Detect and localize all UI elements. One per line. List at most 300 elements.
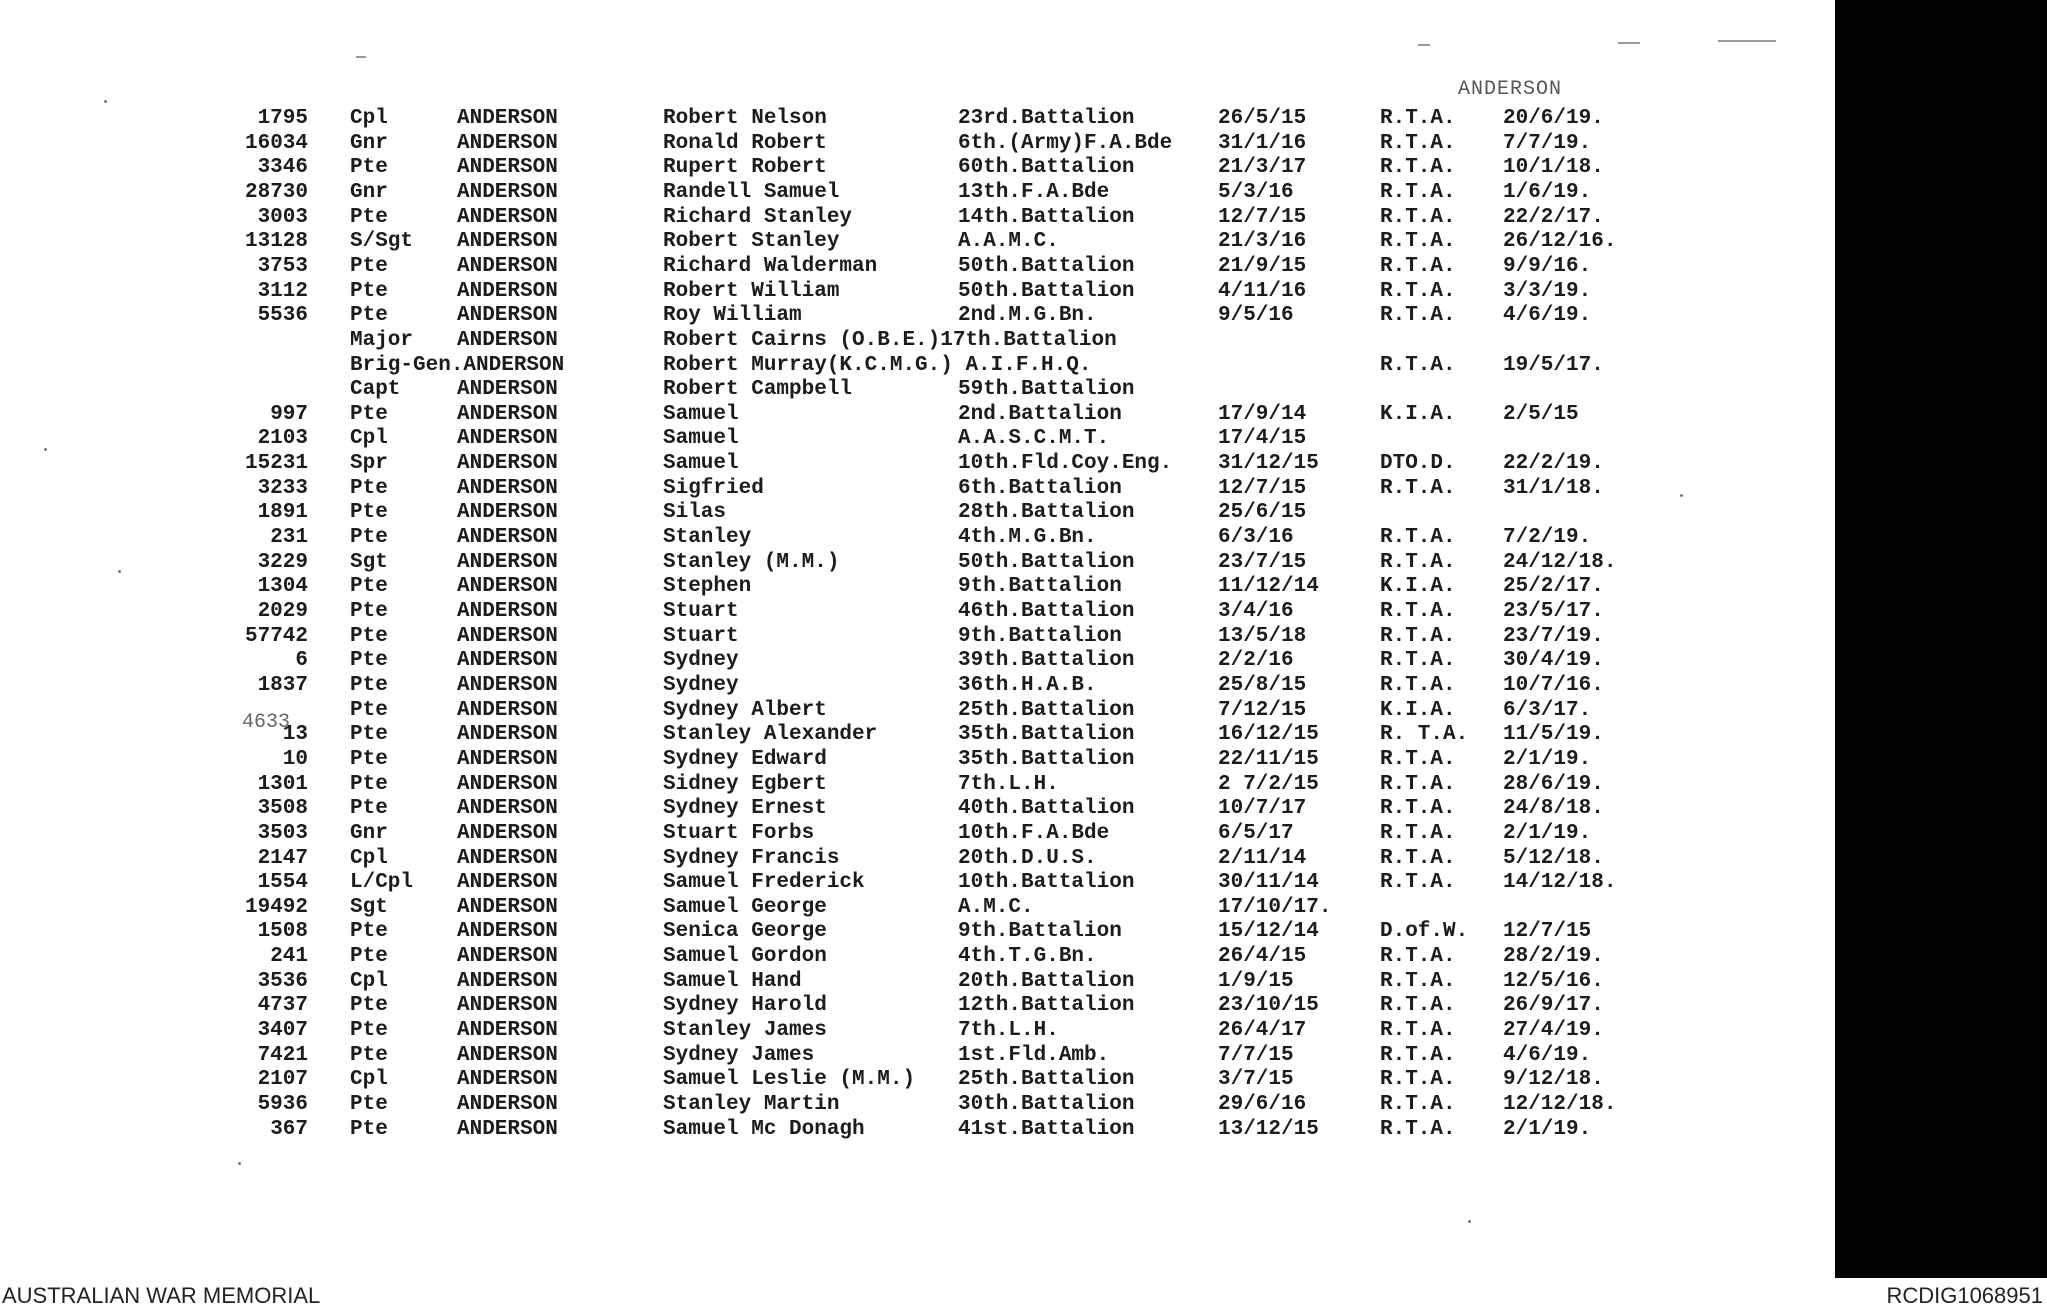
- entry-date: 13/12/15: [1218, 1117, 1319, 1141]
- entry-fate: R. T.A.: [1380, 723, 1469, 747]
- roll-entry: [0, 574, 1835, 599]
- entry-fate: R.T.A.: [1380, 1093, 1456, 1116]
- entry-given: Stuart: [663, 600, 739, 623]
- entry-fate: R.T.A.: [1380, 205, 1456, 229]
- entry-rank: Sgt: [350, 895, 388, 919]
- roll-entry: [0, 550, 1835, 575]
- entry-date2: 19/5/17.: [1503, 353, 1604, 377]
- entry-date: 7/12/15: [1218, 698, 1307, 722]
- entry-date2: 5/12/18.: [1503, 846, 1604, 870]
- entry-fate: K.I.A.: [1380, 402, 1456, 426]
- roll-entry: [0, 747, 1835, 772]
- entry-date2: 6/3/17.: [1503, 698, 1592, 722]
- roll-entry: [0, 180, 1835, 205]
- entry-surname: ANDERSON: [457, 673, 558, 697]
- entry-given: Sydney: [663, 673, 739, 697]
- entry-rank: Pte: [350, 476, 388, 500]
- entry-unit: 4th.M.G.Bn.: [958, 526, 1097, 550]
- entry-num: 997: [270, 402, 308, 426]
- entry-fate: R.T.A.: [1380, 747, 1456, 771]
- entry-surname: ANDERSON: [457, 1093, 558, 1116]
- entry-fate: R.T.A.: [1380, 1043, 1456, 1067]
- entry-fate: R.T.A.: [1380, 550, 1456, 574]
- entry-rank: S/Sgt: [350, 230, 414, 254]
- entry-rank: Sgt: [350, 550, 388, 574]
- entry-num: 5536: [257, 304, 308, 328]
- entry-rank: Cpl: [350, 969, 388, 993]
- entry-num: 2147: [257, 846, 308, 870]
- footer-source: AUSTRALIAN WAR MEMORIAL: [2, 1283, 321, 1308]
- entry-unit: 39th.Battalion: [958, 649, 1135, 673]
- entry-rank: Cpl: [350, 1068, 388, 1092]
- roll-entry: [0, 846, 1835, 871]
- entry-rank: Cpl: [350, 846, 388, 870]
- entry-num: 10: [282, 747, 308, 771]
- entry-date: 7/7/15: [1218, 1043, 1294, 1067]
- entry-unit: 9th.Battalion: [958, 575, 1122, 599]
- entry-surname: ANDERSON: [457, 378, 558, 402]
- roll-entry: [0, 402, 1835, 427]
- scan-mark: [1618, 42, 1640, 44]
- entry-surname: ANDERSON: [457, 821, 558, 845]
- entry-given: Samuel Leslie (M.M.): [663, 1068, 916, 1092]
- entry-rank: Pte: [350, 1093, 388, 1116]
- entry-unit: 13th.F.A.Bde: [958, 180, 1110, 204]
- entry-unit: 50th.Battalion: [958, 254, 1135, 278]
- entry-given: Sydney: [663, 649, 739, 673]
- roll-entry: [0, 796, 1835, 821]
- entry-rank: Spr: [350, 452, 388, 476]
- entry-num: 19492: [244, 895, 308, 919]
- entry-date2: 9/12/18.: [1503, 1068, 1604, 1092]
- entry-unit: 2nd.Battalion: [958, 402, 1122, 426]
- roll-entry: [0, 131, 1835, 156]
- entry-num: 367: [270, 1117, 308, 1141]
- roll-entry: [0, 303, 1835, 328]
- entry-date: 2/2/16: [1218, 649, 1294, 673]
- roll-entry: [0, 328, 1835, 353]
- entry-date2: 23/5/17.: [1503, 600, 1604, 623]
- entry-date: 26/4/17: [1218, 1019, 1307, 1043]
- entry-date2: 3/3/19.: [1503, 279, 1592, 303]
- entry-given: Senica George: [663, 920, 827, 944]
- roll-entry: [0, 426, 1835, 451]
- entry-date: 17/9/14: [1218, 402, 1307, 426]
- entry-num: 3112: [257, 279, 308, 303]
- roll-entry: [0, 673, 1835, 698]
- entry-date: 21/3/16: [1218, 230, 1307, 254]
- entry-rank: Pte: [350, 279, 388, 303]
- entry-date: 10/7/17: [1218, 797, 1307, 821]
- entry-date: 29/6/16: [1218, 1093, 1307, 1116]
- entry-surname: ANDERSON: [457, 920, 558, 944]
- page-header: ANDERSON: [1458, 78, 1563, 101]
- entry-given: Robert Cairns (O.B.E.)17th.Battalion: [663, 328, 1117, 352]
- entry-unit: 2nd.M.G.Bn.: [958, 304, 1097, 328]
- roll-entry: [0, 1018, 1835, 1043]
- entry-date2: 27/4/19.: [1503, 1019, 1604, 1043]
- entry-unit: 35th.Battalion: [958, 747, 1135, 771]
- entry-unit: 25th.Battalion: [958, 1068, 1135, 1092]
- entry-date: 23/7/15: [1218, 550, 1307, 574]
- entry-rank: Capt: [350, 378, 401, 402]
- entry-rank: Pte: [350, 747, 388, 771]
- entry-date: 12/7/15: [1218, 476, 1307, 500]
- entry-num: 2107: [257, 1068, 308, 1092]
- entry-rank: Major: [350, 328, 414, 352]
- entry-date2: 12/12/18.: [1503, 1093, 1617, 1116]
- entry-given: Robert Murray(K.C.M.G.) A.I.F.H.Q.: [663, 353, 1092, 377]
- entry-given: Silas: [663, 501, 727, 525]
- entry-fate: R.T.A.: [1380, 180, 1456, 204]
- entry-date2: 12/5/16.: [1503, 969, 1604, 993]
- entry-surname: ANDERSON: [457, 698, 558, 722]
- entry-unit: A.A.M.C.: [958, 230, 1059, 254]
- entry-fate: R.T.A.: [1380, 846, 1456, 870]
- entry-fate: K.I.A.: [1380, 575, 1456, 599]
- entry-num: 1304: [257, 575, 308, 599]
- entry-date: 26/4/15: [1218, 945, 1307, 969]
- entry-fate: R.T.A.: [1380, 600, 1456, 623]
- entry-unit: A.A.S.C.M.T.: [958, 427, 1110, 451]
- entry-num: 28730: [244, 180, 308, 204]
- entry-date2: 10/1/18.: [1503, 156, 1604, 180]
- scan-speck: [118, 570, 121, 573]
- roll-entry: [0, 648, 1835, 673]
- entry-unit: 6th.(Army)F.A.Bde: [958, 131, 1173, 155]
- entry-surname: ANDERSON: [457, 945, 558, 969]
- entry-given: Robert Stanley: [663, 230, 840, 254]
- entry-fate: R.T.A.: [1380, 624, 1456, 648]
- entry-surname: ANDERSON: [457, 772, 558, 796]
- roll-entry: [0, 895, 1835, 920]
- entry-date: 5/3/16: [1218, 180, 1294, 204]
- entry-rank: Pte: [350, 723, 388, 747]
- entry-unit: 10th.Fld.Coy.Eng.: [958, 452, 1173, 476]
- entry-given: Sydney Ernest: [663, 797, 827, 821]
- roll-entry: [0, 1117, 1835, 1142]
- roll-entry: [0, 821, 1835, 846]
- roll-entry: [0, 205, 1835, 230]
- entry-surname: ANDERSON: [457, 575, 558, 599]
- entry-unit: 7th.L.H.: [958, 772, 1059, 796]
- entry-date2: 12/7/15: [1503, 920, 1592, 944]
- entry-given: Sigfried: [663, 476, 764, 500]
- scan-speck: [238, 1162, 241, 1165]
- entry-given: Roy William: [663, 304, 802, 328]
- entry-surname: ANDERSON: [457, 230, 558, 254]
- entry-fate: R.T.A.: [1380, 969, 1456, 993]
- entry-unit: 6th.Battalion: [958, 476, 1122, 500]
- entry-unit: 41st.Battalion: [958, 1117, 1135, 1141]
- entry-date2: 4/6/19.: [1503, 304, 1592, 328]
- entry-unit: 46th.Battalion: [958, 600, 1135, 623]
- entry-date2: 1/6/19.: [1503, 180, 1592, 204]
- entry-date2: 30/4/19.: [1503, 649, 1604, 673]
- entry-surname: ANDERSON: [457, 205, 558, 229]
- entry-num: 3346: [257, 156, 308, 180]
- entry-date: 11/12/14: [1218, 575, 1319, 599]
- roll-entry: [0, 353, 1835, 378]
- entry-num: 1508: [257, 920, 308, 944]
- entry-date2: 9/9/16.: [1503, 254, 1592, 278]
- entry-num: 13: [282, 723, 308, 747]
- entry-unit: 30th.Battalion: [958, 1093, 1135, 1116]
- entry-surname: ANDERSON: [457, 476, 558, 500]
- roll-entry: [0, 969, 1835, 994]
- entry-surname: ANDERSON: [457, 600, 558, 623]
- entry-num: 7421: [257, 1043, 308, 1067]
- entry-date2: 22/2/17.: [1503, 205, 1604, 229]
- entry-date2: 2/1/19.: [1503, 1117, 1592, 1141]
- entry-fate: R.T.A.: [1380, 673, 1456, 697]
- entry-rank: Cpl: [350, 427, 388, 451]
- entry-fate: R.T.A.: [1380, 1068, 1456, 1092]
- entry-given: Sydney James: [663, 1043, 815, 1067]
- entry-num: 3753: [257, 254, 308, 278]
- entry-rank: Pte: [350, 304, 388, 328]
- entry-date2: 24/12/18.: [1503, 550, 1617, 574]
- roll-entry: [0, 919, 1835, 944]
- entry-unit: 50th.Battalion: [958, 550, 1135, 574]
- entry-fate: R.T.A.: [1380, 230, 1456, 254]
- entry-fate: R.T.A.: [1380, 1117, 1456, 1141]
- entry-date: 16/12/15: [1218, 723, 1319, 747]
- entry-rank: Pte: [350, 600, 388, 623]
- entry-given: Stuart Forbs: [663, 821, 815, 845]
- entry-fate: R.T.A.: [1380, 131, 1456, 155]
- entry-given: Sydney Albert: [663, 698, 827, 722]
- entry-unit: 50th.Battalion: [958, 279, 1135, 303]
- entry-num: 4737: [257, 994, 308, 1018]
- entry-date2: 7/7/19.: [1503, 131, 1592, 155]
- scan-mark: [1418, 44, 1430, 46]
- entry-rank: Pte: [350, 649, 388, 673]
- entry-unit: 10th.Battalion: [958, 871, 1135, 895]
- entry-date: 31/12/15: [1218, 452, 1319, 476]
- entry-date: 15/12/14: [1218, 920, 1319, 944]
- entry-surname: ANDERSON: [457, 156, 558, 180]
- roll-entry: [0, 279, 1835, 304]
- roll-entry: [0, 254, 1835, 279]
- roll-entry: [0, 1067, 1835, 1092]
- entry-date2: 11/5/19.: [1503, 723, 1604, 747]
- roll-entry: [0, 377, 1835, 402]
- entry-date: 6/3/16: [1218, 526, 1294, 550]
- entry-num: 2029: [257, 600, 308, 623]
- roll-entry: [0, 500, 1835, 525]
- entry-surname: ANDERSON: [457, 328, 558, 352]
- entry-given: Samuel: [663, 427, 739, 451]
- entry-date2: 14/12/18.: [1503, 871, 1617, 895]
- entry-num: 3229: [257, 550, 308, 574]
- entry-rank: Pte: [350, 575, 388, 599]
- entry-given: Stanley Alexander: [663, 723, 878, 747]
- roll-entry: [0, 870, 1835, 895]
- entry-surname: ANDERSON: [457, 624, 558, 648]
- entry-fate: R.T.A.: [1380, 772, 1456, 796]
- entry-num: 3407: [257, 1019, 308, 1043]
- entry-fate: R.T.A.: [1380, 107, 1456, 130]
- entry-rank: L/Cpl: [350, 871, 414, 895]
- entry-date2: 28/2/19.: [1503, 945, 1604, 969]
- entry-num: 3003: [257, 205, 308, 229]
- entry-surname: ANDERSON: [457, 994, 558, 1018]
- entry-surname: ANDERSON: [457, 501, 558, 525]
- entry-unit: 20th.Battalion: [958, 969, 1135, 993]
- entry-rank: Pte: [350, 920, 388, 944]
- entry-num: 16034: [244, 131, 308, 155]
- roll-entry: [0, 599, 1835, 624]
- entry-num: 1891: [257, 501, 308, 525]
- entry-date: 23/10/15: [1218, 994, 1319, 1018]
- entry-unit: 10th.F.A.Bde: [958, 821, 1110, 845]
- entry-given: Richard Walderman: [663, 254, 878, 278]
- entry-num: 5936: [257, 1093, 308, 1116]
- roll-entry: [0, 624, 1835, 649]
- entry-rank: Pte: [350, 526, 388, 550]
- roll-entry: [0, 451, 1835, 476]
- entry-date: 17/4/15: [1218, 427, 1307, 451]
- entry-date2: 10/7/16.: [1503, 673, 1604, 697]
- entry-rank: Pte: [350, 698, 388, 722]
- entry-rank: Pte: [350, 1019, 388, 1043]
- entry-fate: R.T.A.: [1380, 994, 1456, 1018]
- entry-date2: 4/6/19.: [1503, 1043, 1592, 1067]
- entry-given: Samuel Frederick: [663, 871, 865, 895]
- entry-given: Robert William: [663, 279, 840, 303]
- entry-surname: ANDERSON: [457, 846, 558, 870]
- entry-date2: 24/8/18.: [1503, 797, 1604, 821]
- entry-date: 21/3/17: [1218, 156, 1307, 180]
- entry-num: 2103: [257, 427, 308, 451]
- roll-entry: [0, 525, 1835, 550]
- entry-surname: ANDERSON: [457, 797, 558, 821]
- entry-fate: K.I.A.: [1380, 698, 1456, 722]
- entry-surname: ANDERSON: [457, 550, 558, 574]
- entry-surname: ANDERSON: [457, 452, 558, 476]
- entry-surname: ANDERSON: [457, 180, 558, 204]
- entry-num: 57742: [244, 624, 308, 648]
- entry-fate: R.T.A.: [1380, 871, 1456, 895]
- entry-num: 3233: [257, 476, 308, 500]
- entry-surname: ANDERSON: [457, 649, 558, 673]
- entry-fate: DTO.D.: [1380, 452, 1456, 476]
- entry-rank: Gnr: [350, 131, 388, 155]
- entry-given: Ronald Robert: [663, 131, 827, 155]
- entry-date: 1/9/15: [1218, 969, 1294, 993]
- entry-unit: 12th.Battalion: [958, 994, 1135, 1018]
- entry-date: 3/4/16: [1218, 600, 1294, 623]
- footer-id: RCDIG1068951: [1886, 1283, 2043, 1308]
- entry-surname: ANDERSON: [457, 254, 558, 278]
- entry-rank: Pte: [350, 797, 388, 821]
- entry-surname: ANDERSON: [457, 895, 558, 919]
- entry-date2: 7/2/19.: [1503, 526, 1592, 550]
- entry-date2: 26/9/17.: [1503, 994, 1604, 1018]
- entry-rank: Pte: [350, 1117, 388, 1141]
- entry-date: 2/11/14: [1218, 846, 1307, 870]
- entry-rank: Pte: [350, 402, 388, 426]
- entry-date2: 31/1/18.: [1503, 476, 1604, 500]
- entry-unit: 20th.D.U.S.: [958, 846, 1097, 870]
- entry-unit: 23rd.Battalion: [958, 107, 1135, 130]
- entry-num: 1837: [257, 673, 308, 697]
- entry-given: Samuel Gordon: [663, 945, 827, 969]
- entry-rank: Gnr: [350, 180, 388, 204]
- entry-date: 2 7/2/15: [1218, 772, 1319, 796]
- entry-rank: Gnr: [350, 821, 388, 845]
- entry-unit: 60th.Battalion: [958, 156, 1135, 180]
- entry-date: 4/11/16: [1218, 279, 1307, 303]
- entry-unit: 9th.Battalion: [958, 920, 1122, 944]
- entry-fate: R.T.A.: [1380, 304, 1456, 328]
- entry-given: Sydney Francis: [663, 846, 840, 870]
- scan-border: [1835, 0, 2047, 1278]
- scan-speck: [1468, 1220, 1471, 1223]
- entry-date2: 26/12/16.: [1503, 230, 1617, 254]
- entry-date: 25/6/15: [1218, 501, 1307, 525]
- entry-date: 13/5/18: [1218, 624, 1307, 648]
- entry-num: 1554: [257, 871, 308, 895]
- entry-date: 26/5/15: [1218, 107, 1307, 130]
- entry-fate: R.T.A.: [1380, 945, 1456, 969]
- roll-entry: [0, 476, 1835, 501]
- entry-given: Richard Stanley: [663, 205, 853, 229]
- entry-given: Stanley Martin: [663, 1093, 840, 1116]
- handwritten-annotation: 4633: [242, 711, 291, 734]
- entry-rank: Pte: [350, 501, 388, 525]
- entry-date: 21/9/15: [1218, 254, 1307, 278]
- entry-fate: R.T.A.: [1380, 797, 1456, 821]
- entry-fate: R.T.A.: [1380, 526, 1456, 550]
- entry-unit: 36th.H.A.B.: [958, 673, 1097, 697]
- entry-surname: ANDERSON: [457, 723, 558, 747]
- entry-unit: 59th.Battalion: [958, 378, 1135, 402]
- entry-rank: Brig-Gen.ANDERSON: [350, 353, 565, 377]
- entry-rank: Pte: [350, 994, 388, 1018]
- entry-date2: 2/5/15: [1503, 402, 1579, 426]
- entry-unit: 35th.Battalion: [958, 723, 1135, 747]
- entry-surname: ANDERSON: [457, 871, 558, 895]
- entry-unit: 25th.Battalion: [958, 698, 1135, 722]
- entry-fate: R.T.A.: [1380, 156, 1456, 180]
- entry-given: Stephen: [663, 575, 752, 599]
- scan-mark: [1718, 40, 1776, 42]
- entry-surname: ANDERSON: [457, 1043, 558, 1067]
- entry-given: Stanley: [663, 526, 752, 550]
- entry-num: 241: [270, 945, 308, 969]
- entry-date: 25/8/15: [1218, 673, 1307, 697]
- entry-unit: 1st.Fld.Amb.: [958, 1043, 1110, 1067]
- entry-unit: 14th.Battalion: [958, 205, 1135, 229]
- entry-unit: 28th.Battalion: [958, 501, 1135, 525]
- entry-surname: ANDERSON: [457, 427, 558, 451]
- roll-entry: [0, 1092, 1835, 1117]
- entry-fate: R.T.A.: [1380, 649, 1456, 673]
- entry-date2: 22/2/19.: [1503, 452, 1604, 476]
- entry-date: 3/7/15: [1218, 1068, 1294, 1092]
- entry-num: 1301: [257, 772, 308, 796]
- entry-rank: Pte: [350, 673, 388, 697]
- entry-given: Stanley (M.M.): [663, 550, 840, 574]
- roll-entry: [0, 772, 1835, 797]
- entry-surname: ANDERSON: [457, 1068, 558, 1092]
- roll-entry: [0, 155, 1835, 180]
- scan-mark: [356, 56, 366, 58]
- entry-unit: 40th.Battalion: [958, 797, 1135, 821]
- entry-fate: R.T.A.: [1380, 279, 1456, 303]
